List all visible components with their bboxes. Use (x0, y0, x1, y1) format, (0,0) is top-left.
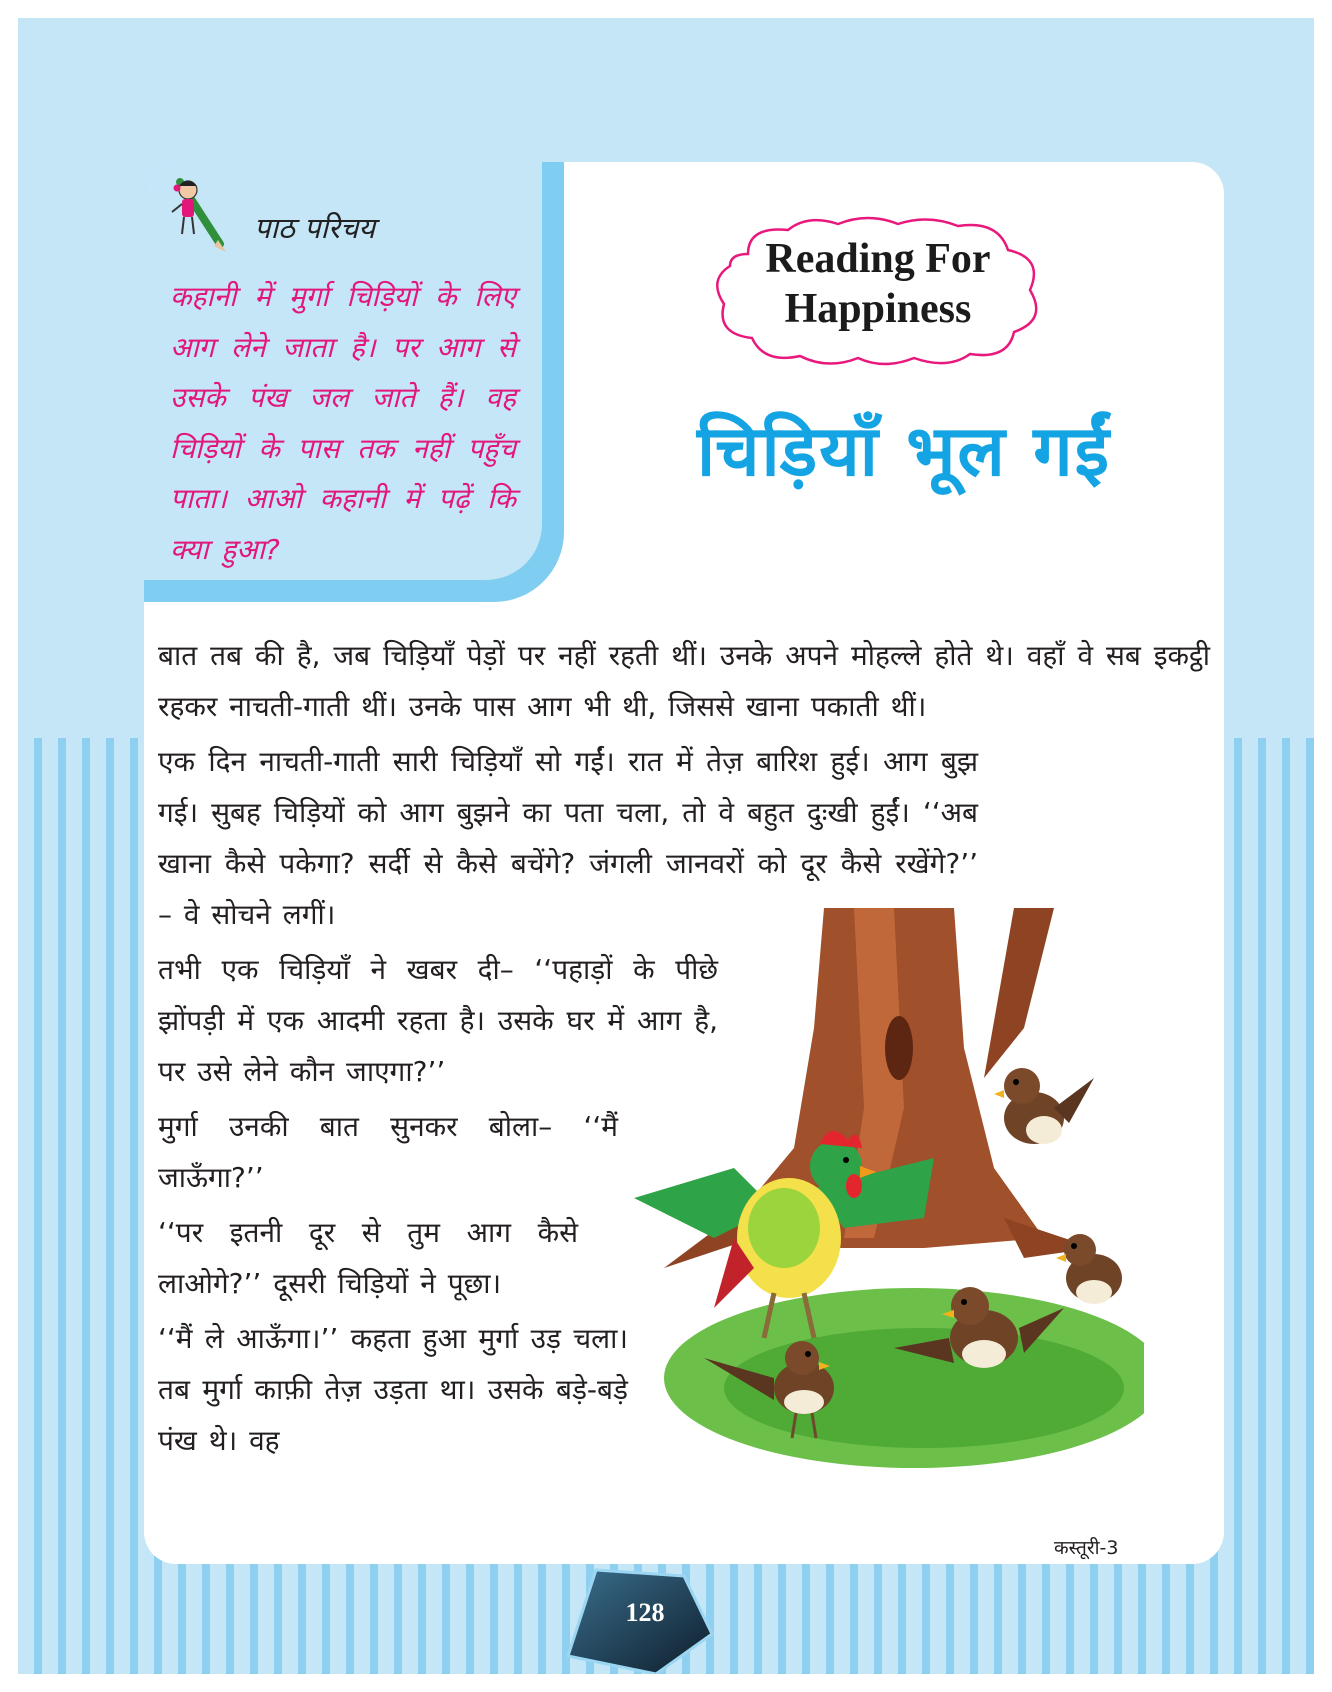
story-paragraph: मुर्गा उनकी बात सुनकर बोला– ‘‘मैं जाऊँगा?’’ (158, 1110, 618, 1194)
story-title: चिड़ियाँ भूल गईं (696, 410, 1112, 492)
lesson-intro-box (144, 162, 564, 602)
story-column (158, 944, 1210, 1466)
story-paragraph: तभी एक चिड़ियाँ ने खबर दी– ‘‘पहाड़ों के पीछे झोंपड़ी में एक आदमी रहता है। उसके घर में आग है, पर उसे लेने कौन जाएगा?’’ (158, 953, 718, 1088)
girl-with-pencil-icon (164, 168, 234, 254)
reading-for-happiness-banner (708, 234, 1048, 334)
story-paragraph: एक दिन नाचती-गाती सारी चिड़ियाँ सो गईं। रात में तेज़ बारिश हुई। आग बुझ गई। सुबह चिड़ियों को आग बुझने का पता चला, तो वे बहुत दुःखी हुईं। ‘‘अब खाना कैसे पकेगा? सर्दी से कैसे बचेंगे? जंगली जानवरों को दूर कैसे रखेंगे?’’ – वे सोचने लगीं। (158, 745, 978, 931)
banner-line-2: Happiness (784, 286, 972, 332)
banner-line-1: Reading For (765, 236, 991, 282)
lesson-intro-title: पाठ परिचय (254, 211, 376, 245)
page-background (18, 18, 1314, 1674)
story-paragraph: ‘‘पर इतनी दूर से तुम आग कैसे लाओगे?’’ दूसरी चिड़ियों ने पूछा। (158, 1216, 578, 1300)
book-name: कस्तूरी-3 (1054, 1537, 1119, 1559)
page-number: 128 (625, 1598, 665, 1627)
story-paragraph: बात तब की है, जब चिड़ियाँ पेड़ों पर नहीं रहती थीं। उनके अपने मोहल्ले होते थे। वहाँ वे सब इकट्ठी रहकर नाचती-गाती थीं। उनके पास आग भी थी, जिससे खाना पकाती थीं। (158, 639, 1210, 723)
story-paragraph: ‘‘मैं ले आऊँगा।’’ कहता हुआ मुर्गा उड़ चला। तब मुर्गा काफ़ी तेज़ उड़ता था। उसके बड़े-बड़े पंख थे। वह (158, 1322, 628, 1457)
story-text (158, 630, 1210, 1470)
lesson-intro-text: कहानी में मुर्गा चिड़ियों के लिए आग लेने जाता है। पर आग से उसके पंख जल जाते हैं। वह चिड़ियों के पास तक नहीं पहुँच पाता। आओ कहानी में पढ़ें कि क्या हुआ? (170, 280, 516, 566)
content-panel (144, 162, 1224, 1564)
